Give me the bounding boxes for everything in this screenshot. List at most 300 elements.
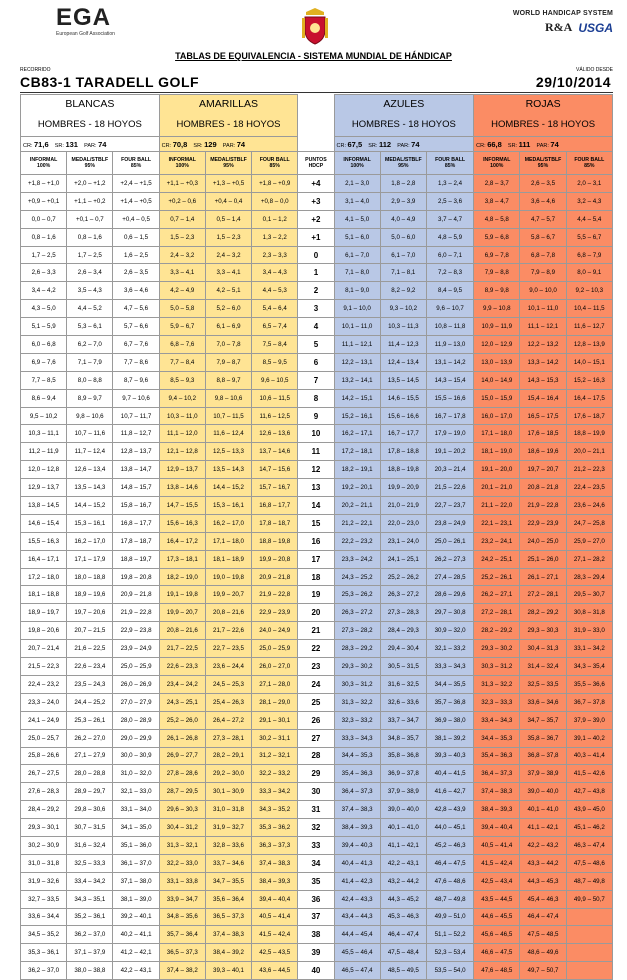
range-cell: 21,2 – 22,1 — [334, 514, 380, 532]
table-row — [21, 282, 613, 300]
range-cell: 31,3 – 32,2 — [474, 675, 520, 693]
range-cell: 34,1 – 35,0 — [113, 819, 159, 837]
page-title: TABLAS DE EQUIVALENCIA - SISTEMA MUNDIAL DE HÁNDICAP — [175, 51, 452, 61]
table-row — [21, 228, 613, 246]
table-row — [21, 246, 613, 264]
range-cell: 15,2 – 16,1 — [334, 407, 380, 425]
range-cell: 19,0 – 19,8 — [205, 568, 251, 586]
range-cell: 4,4 – 5,2 — [67, 300, 113, 318]
table-row — [21, 192, 613, 210]
range-cell: 31,6 – 32,4 — [67, 836, 113, 854]
handicap-points-cell: 27 — [298, 729, 334, 747]
range-cell: 36,7 – 37,8 — [566, 693, 612, 711]
range-cell: 40,2 – 41,1 — [113, 926, 159, 944]
range-cell: +0,8 – 0,0 — [252, 192, 298, 210]
range-cell: 29,3 – 30,1 — [21, 819, 67, 837]
range-cell: 1,7 – 2,5 — [21, 246, 67, 264]
range-cell: 5,0 – 5,8 — [159, 300, 205, 318]
range-cell: 2,6 – 3,4 — [67, 264, 113, 282]
range-cell: 25,9 – 27,0 — [566, 532, 612, 550]
range-cell: 8,0 – 8,8 — [67, 371, 113, 389]
range-cell: 22,1 – 23,1 — [474, 514, 520, 532]
range-cell: +2,4 – +1,5 — [113, 175, 159, 193]
range-cell: 21,1 – 22,0 — [474, 497, 520, 515]
range-cell: 23,5 – 24,3 — [67, 675, 113, 693]
range-cell: 16,2 – 17,0 — [67, 532, 113, 550]
range-cell — [566, 962, 612, 980]
range-cell: 18,0 – 18,8 — [67, 568, 113, 586]
range-cell: 17,3 – 18,1 — [159, 550, 205, 568]
range-cell: 42,2 – 43,1 — [380, 854, 426, 872]
col-informal-header-line2: 100% — [36, 163, 51, 169]
range-cell: 9,6 – 10,7 — [426, 300, 473, 318]
range-cell: 25,2 – 26,1 — [474, 568, 520, 586]
range-cell: 13,8 – 14,5 — [21, 497, 67, 515]
range-cell: +1,1 – +0,2 — [67, 192, 113, 210]
range-cell: 27,1 – 28,0 — [252, 675, 298, 693]
range-cell: 10,4 – 11,5 — [566, 300, 612, 318]
range-cell: 19,9 – 20,7 — [205, 586, 251, 604]
range-cell: 45,6 – 46,5 — [474, 926, 520, 944]
range-cell: 49,9 – 50,7 — [566, 890, 612, 908]
range-cell: 20,8 – 21,6 — [159, 622, 205, 640]
range-cell: 8,8 – 9,7 — [205, 371, 251, 389]
range-cell: 44,0 – 45,1 — [426, 819, 473, 837]
range-cell: 20,7 – 21,5 — [67, 622, 113, 640]
col-medal-header-line1: MEDAL/STBLF — [385, 156, 422, 163]
range-cell: 8,6 – 9,4 — [21, 389, 67, 407]
range-cell: 11,1 – 12,1 — [334, 336, 380, 354]
handicap-points-cell: 5 — [298, 336, 334, 354]
range-cell: 30,8 – 31,8 — [566, 604, 612, 622]
range-cell: 6,7 – 7,6 — [113, 336, 159, 354]
range-cell: 26,3 – 27,2 — [380, 586, 426, 604]
range-cell: 19,1 – 20,2 — [426, 443, 473, 461]
range-cell: 2,6 – 3,5 — [520, 175, 566, 193]
col-puntos-header-line1: PUNTOS — [305, 156, 327, 163]
range-cell: 7,5 – 8,4 — [252, 336, 298, 354]
range-cell: 47,6 – 48,6 — [426, 872, 473, 890]
range-cell: 29,8 – 30,6 — [67, 801, 113, 819]
table-row — [21, 783, 613, 801]
range-cell: 46,4 – 47,4 — [380, 926, 426, 944]
range-cell: 39,4 – 40,4 — [252, 890, 298, 908]
range-cell: 44,3 – 45,3 — [520, 872, 566, 890]
range-cell: 3,2 – 4,3 — [566, 192, 612, 210]
range-cell: 46,4 – 47,5 — [426, 854, 473, 872]
tee-group-label: HOMBRES - 18 HOYOS — [159, 112, 298, 137]
handicap-points-cell: 3 — [298, 300, 334, 318]
range-cell: 1,7 – 2,5 — [67, 246, 113, 264]
tee-ratings — [159, 137, 298, 152]
range-cell: 16,7 – 17,7 — [380, 425, 426, 443]
range-cell: 25,0 – 26,1 — [426, 532, 473, 550]
col-fourball-header — [426, 152, 473, 175]
rating-cr-label: CR: — [476, 142, 486, 149]
col-fourball-header-line1: FOUR BALL — [121, 156, 152, 163]
range-cell: 18,1 – 18,9 — [205, 550, 251, 568]
range-cell: 12,2 – 13,2 — [520, 336, 566, 354]
rating-sr-label: SR: — [193, 142, 203, 149]
range-cell: 10,1 – 11,0 — [334, 318, 380, 336]
range-cell: 5,2 – 6,0 — [205, 300, 251, 318]
federation-crest-icon — [298, 6, 332, 46]
range-cell: 41,5 – 42,6 — [566, 765, 612, 783]
tee-name: AZULES — [334, 95, 474, 113]
range-cell: 24,1 – 24,9 — [21, 711, 67, 729]
range-cell: 38,1 – 39,2 — [426, 729, 473, 747]
range-cell: 41,1 – 42,1 — [380, 836, 426, 854]
range-cell: 39,0 – 40,0 — [380, 801, 426, 819]
col-informal-header-line2: 100% — [490, 163, 504, 169]
rating-sr-value: 129 — [204, 139, 217, 149]
range-cell: 2,9 – 3,9 — [380, 192, 426, 210]
range-cell: 31,2 – 32,1 — [252, 747, 298, 765]
range-cell: 18,9 – 19,6 — [67, 586, 113, 604]
handicap-points-cell: 2 — [298, 282, 334, 300]
col-medal-header — [205, 152, 251, 175]
range-cell: 12,0 – 12,8 — [21, 461, 67, 479]
range-cell: 35,2 – 36,1 — [67, 908, 113, 926]
range-cell: 22,6 – 23,4 — [67, 658, 113, 676]
range-cell: 22,9 – 23,9 — [520, 514, 566, 532]
handicap-points-cell: +2 — [298, 210, 334, 228]
range-cell: 6,1 – 7,0 — [334, 246, 380, 264]
col-fourball-header — [566, 152, 612, 175]
handicap-points-cell: 12 — [298, 461, 334, 479]
range-cell: 23,3 – 24,0 — [21, 693, 67, 711]
range-cell: 26,4 – 27,2 — [205, 711, 251, 729]
range-cell: 9,1 – 10,0 — [334, 300, 380, 318]
range-cell: 36,8 – 37,8 — [520, 747, 566, 765]
range-cell: 18,9 – 19,7 — [21, 604, 67, 622]
range-cell: 17,6 – 18,5 — [520, 425, 566, 443]
range-cell: 46,4 – 47,4 — [520, 908, 566, 926]
range-cell: 22,4 – 23,2 — [21, 675, 67, 693]
range-cell: 45,3 – 46,3 — [380, 908, 426, 926]
range-cell: 6,1 – 6,9 — [205, 318, 251, 336]
rating-sr-label: SR: — [368, 142, 378, 149]
range-cell: 13,0 – 13,9 — [474, 353, 520, 371]
range-cell: 13,8 – 14,6 — [159, 479, 205, 497]
range-cell: 42,5 – 43,4 — [474, 872, 520, 890]
range-cell: 5,1 – 5,9 — [21, 318, 67, 336]
handicap-points-cell: 17 — [298, 550, 334, 568]
range-cell: 35,1 – 36,0 — [113, 836, 159, 854]
table-row — [21, 801, 613, 819]
range-cell: 5,9 – 6,7 — [159, 318, 205, 336]
range-cell: 27,3 – 28,1 — [205, 729, 251, 747]
range-cell: 29,6 – 30,3 — [159, 801, 205, 819]
range-cell: 34,7 – 35,7 — [520, 711, 566, 729]
range-cell: 1,6 – 2,5 — [113, 246, 159, 264]
range-cell: 40,1 – 41,0 — [380, 819, 426, 837]
handicap-points-cell: 20 — [298, 604, 334, 622]
range-cell: 12,9 – 13,7 — [159, 461, 205, 479]
range-cell: 19,9 – 20,8 — [252, 550, 298, 568]
range-cell: 8,9 – 9,7 — [67, 389, 113, 407]
range-cell: 33,4 – 34,3 — [474, 711, 520, 729]
range-cell: 19,9 – 20,7 — [159, 604, 205, 622]
table-row — [21, 568, 613, 586]
whs-title: WORLD HANDICAP SYSTEM — [512, 10, 613, 17]
range-cell: 0,8 – 1,6 — [21, 228, 67, 246]
range-cell: 25,3 – 26,2 — [334, 586, 380, 604]
range-cell: 20,8 – 21,6 — [205, 604, 251, 622]
range-cell: 34,5 – 35,2 — [21, 926, 67, 944]
range-cell: 28,6 – 29,6 — [426, 586, 473, 604]
range-cell: 2,6 – 3,5 — [113, 264, 159, 282]
range-cell: 12,5 – 13,3 — [205, 443, 251, 461]
range-cell: 45,5 – 46,4 — [334, 944, 380, 962]
range-cell: 34,8 – 35,7 — [380, 729, 426, 747]
range-cell: 40,3 – 41,4 — [566, 747, 612, 765]
range-cell: 42,8 – 43,9 — [426, 801, 473, 819]
range-cell: 4,8 – 5,8 — [474, 210, 520, 228]
ega-logo — [56, 6, 126, 37]
col-fourball-header-line2: 85% — [269, 163, 280, 169]
range-cell: 26,9 – 27,7 — [159, 747, 205, 765]
handicap-points-cell: 18 — [298, 568, 334, 586]
range-cell: 20,9 – 21,8 — [113, 586, 159, 604]
range-cell: 6,8 – 7,6 — [159, 336, 205, 354]
range-cell: 21,2 – 22,3 — [566, 461, 612, 479]
range-cell: 4,4 – 5,4 — [566, 210, 612, 228]
handicap-points-cell: 0 — [298, 246, 334, 264]
range-cell: 18,1 – 19,0 — [474, 443, 520, 461]
range-cell: 20,1 – 21,0 — [474, 479, 520, 497]
range-cell: 33,1 – 33,8 — [159, 872, 205, 890]
range-cell: 36,3 – 37,3 — [252, 836, 298, 854]
range-cell: 40,4 – 41,5 — [426, 765, 473, 783]
range-cell: 6,9 – 7,8 — [474, 246, 520, 264]
range-cell: 15,3 – 16,1 — [205, 497, 251, 515]
range-cell: 26,7 – 27,5 — [21, 765, 67, 783]
range-cell: 37,4 – 38,3 — [252, 854, 298, 872]
range-cell: 12,9 – 13,7 — [21, 479, 67, 497]
range-cell: 13,5 – 14,3 — [205, 461, 251, 479]
range-cell: 33,4 – 34,2 — [67, 872, 113, 890]
range-cell: 33,3 – 34,3 — [334, 729, 380, 747]
col-fourball-header-line2: 85% — [130, 163, 142, 169]
range-cell: 15,8 – 16,7 — [113, 497, 159, 515]
table-row — [21, 604, 613, 622]
range-cell: 26,3 – 27,2 — [334, 604, 380, 622]
range-cell: 31,9 – 32,6 — [21, 872, 67, 890]
rating-sr-value: 112 — [378, 139, 392, 149]
range-cell: 20,3 – 21,4 — [426, 461, 473, 479]
range-cell: 2,4 – 3,2 — [205, 246, 251, 264]
range-cell: 33,3 – 34,3 — [426, 658, 473, 676]
table-row — [21, 318, 613, 336]
rating-sr-label: SR: — [54, 142, 64, 149]
tee-group-label: HOMBRES - 18 HOYOS — [474, 112, 613, 137]
range-cell: 22,0 – 23,0 — [380, 514, 426, 532]
range-cell: 25,4 – 26,3 — [205, 693, 251, 711]
range-cell: 36,9 – 38,0 — [426, 711, 473, 729]
range-cell: 5,7 – 6,6 — [113, 318, 159, 336]
range-cell: 3,3 – 4,1 — [159, 264, 205, 282]
range-cell: 37,4 – 38,2 — [159, 962, 205, 980]
range-cell: 16,8 – 17,7 — [252, 497, 298, 515]
tee-ratings — [21, 137, 160, 152]
range-cell: 2,3 – 3,3 — [252, 246, 298, 264]
range-cell: 2,6 – 3,3 — [21, 264, 67, 282]
table-row — [21, 425, 613, 443]
range-cell: 17,1 – 18,0 — [474, 425, 520, 443]
range-cell: 7,0 – 7,8 — [205, 336, 251, 354]
range-cell: 25,2 – 26,0 — [159, 711, 205, 729]
handicap-points-cell: 22 — [298, 640, 334, 658]
range-cell: 47,5 – 48,4 — [380, 944, 426, 962]
range-cell: 12,0 – 12,9 — [474, 336, 520, 354]
range-cell: 49,7 – 50,7 — [520, 962, 566, 980]
range-cell: 14,3 – 15,4 — [426, 371, 473, 389]
handicap-points-cell: 30 — [298, 783, 334, 801]
valid-date: 29/10/2014 — [535, 74, 611, 90]
range-cell: 18,8 – 19,8 — [380, 461, 426, 479]
range-cell: 10,3 – 11,0 — [159, 407, 205, 425]
range-cell: 3,3 – 4,1 — [205, 264, 251, 282]
range-cell: 34,4 – 35,5 — [426, 675, 473, 693]
range-cell: 35,4 – 36,3 — [474, 747, 520, 765]
range-cell: 44,3 – 45,2 — [380, 890, 426, 908]
range-cell: 27,8 – 28,6 — [159, 765, 205, 783]
range-cell: 7,9 – 8,9 — [520, 264, 566, 282]
range-cell: 4,3 – 5,0 — [21, 300, 67, 318]
range-cell: 12,6 – 13,4 — [67, 461, 113, 479]
range-cell: 53,5 – 54,0 — [426, 962, 473, 980]
table-row — [21, 675, 613, 693]
range-cell: 27,2 – 28,1 — [520, 586, 566, 604]
range-cell: 22,9 – 23,8 — [113, 622, 159, 640]
range-cell: 11,1 – 12,1 — [520, 318, 566, 336]
rating-par-label: PAR: — [536, 142, 549, 149]
range-cell: 28,1 – 29,0 — [252, 693, 298, 711]
table-row — [21, 371, 613, 389]
randa-logo: R&A — [545, 20, 573, 34]
range-cell: 17,8 – 18,7 — [252, 514, 298, 532]
range-cell: 12,8 – 13,9 — [566, 336, 612, 354]
range-cell: 27,3 – 28,2 — [334, 622, 380, 640]
range-cell: 21,9 – 22,8 — [252, 586, 298, 604]
tee-name: BLANCAS — [21, 95, 160, 113]
range-cell: 0,6 – 1,5 — [113, 228, 159, 246]
range-cell: 19,9 – 20,9 — [380, 479, 426, 497]
range-cell: 48,6 – 49,6 — [520, 944, 566, 962]
rating-par-value: 74 — [550, 139, 559, 149]
range-cell: 32,3 – 33,2 — [334, 711, 380, 729]
range-cell: 0,1 – 1,2 — [252, 210, 298, 228]
range-cell: 42,2 – 43,2 — [520, 836, 566, 854]
range-cell: 1,5 – 2,3 — [159, 228, 205, 246]
range-cell: 31,0 – 31,8 — [21, 854, 67, 872]
range-cell: +0,2 – 0,6 — [159, 192, 205, 210]
range-cell: 8,0 – 9,1 — [566, 264, 612, 282]
handicap-points-cell: 36 — [298, 890, 334, 908]
rating-cr-label: CR: — [23, 142, 33, 149]
range-cell: 12,4 – 13,4 — [380, 353, 426, 371]
range-cell: 27,0 – 27,9 — [113, 693, 159, 711]
range-cell: 7,9 – 8,7 — [205, 353, 251, 371]
col-informal-header-line1: INFORMAL — [343, 156, 371, 163]
range-cell: 18,8 – 19,7 — [113, 550, 159, 568]
range-cell: 38,1 – 39,0 — [113, 890, 159, 908]
handicap-points-cell: 16 — [298, 532, 334, 550]
range-cell: 11,6 – 12,5 — [252, 407, 298, 425]
range-cell: 3,5 – 4,3 — [67, 282, 113, 300]
handicap-points-cell: 25 — [298, 693, 334, 711]
range-cell: 44,6 – 45,5 — [474, 908, 520, 926]
range-cell: 37,4 – 38,3 — [334, 801, 380, 819]
range-cell: 30,2 – 31,1 — [252, 729, 298, 747]
table-row — [21, 765, 613, 783]
range-cell: 15,6 – 16,6 — [380, 407, 426, 425]
range-cell: 16,4 – 17,5 — [566, 389, 612, 407]
range-cell: 29,3 – 30,2 — [474, 640, 520, 658]
range-cell: 3,4 – 4,3 — [252, 264, 298, 282]
range-cell: 24,1 – 25,1 — [380, 550, 426, 568]
range-cell: 32,1 – 33,2 — [426, 640, 473, 658]
range-cell: 21,9 – 22,8 — [113, 604, 159, 622]
range-cell: 1,8 – 2,8 — [380, 175, 426, 193]
handicap-points-cell: 31 — [298, 801, 334, 819]
range-cell: 19,1 – 20,0 — [474, 461, 520, 479]
col-medal-header-line2: 95% — [84, 163, 96, 169]
range-cell: 8,1 – 9,0 — [334, 282, 380, 300]
range-cell: 29,2 – 30,0 — [205, 765, 251, 783]
range-cell: 7,2 – 8,3 — [426, 264, 473, 282]
range-cell: 47,5 – 48,6 — [566, 854, 612, 872]
range-cell: 27,4 – 28,5 — [426, 568, 473, 586]
range-cell: 9,4 – 10,2 — [159, 389, 205, 407]
range-cell: 36,1 – 37,0 — [113, 854, 159, 872]
range-cell: 42,5 – 43,5 — [252, 944, 298, 962]
rating-par-value: 74 — [236, 139, 246, 149]
range-cell: 6,0 – 6,8 — [21, 336, 67, 354]
range-cell: 43,5 – 44,5 — [474, 890, 520, 908]
range-cell: 31,3 – 32,1 — [159, 836, 205, 854]
range-cell: 1,3 – 2,2 — [252, 228, 298, 246]
column-header-row — [21, 152, 613, 175]
col-informal-header — [474, 152, 520, 175]
range-cell: 40,5 – 41,4 — [474, 836, 520, 854]
table-row — [21, 300, 613, 318]
range-cell: 30,7 – 31,5 — [67, 819, 113, 837]
rating-cr-value: 66,8 — [487, 139, 502, 149]
range-cell: 28,9 – 29,7 — [67, 783, 113, 801]
handicap-points-cell: 15 — [298, 514, 334, 532]
rating-par-label: PAR: — [84, 142, 97, 149]
range-cell: 33,6 – 34,6 — [520, 693, 566, 711]
range-cell: 43,6 – 44,5 — [252, 962, 298, 980]
range-cell: 39,3 – 40,1 — [205, 962, 251, 980]
range-cell: 16,2 – 17,1 — [334, 425, 380, 443]
range-cell: 35,5 – 36,6 — [566, 675, 612, 693]
range-cell: 33,9 – 34,7 — [159, 890, 205, 908]
table-row — [21, 443, 613, 461]
range-cell: 11,4 – 12,3 — [380, 336, 426, 354]
range-cell: 8,2 – 9,2 — [380, 282, 426, 300]
range-cell: 26,1 – 26,8 — [159, 729, 205, 747]
range-cell: 29,4 – 30,4 — [380, 640, 426, 658]
range-cell: 26,2 – 27,0 — [67, 729, 113, 747]
range-cell: 0,8 – 1,6 — [67, 228, 113, 246]
range-cell: 30,3 – 31,2 — [474, 658, 520, 676]
range-cell: +1,8 – +1,0 — [21, 175, 67, 193]
range-cell: 21,5 – 22,3 — [21, 658, 67, 676]
handicap-points-cell: 39 — [298, 944, 334, 962]
